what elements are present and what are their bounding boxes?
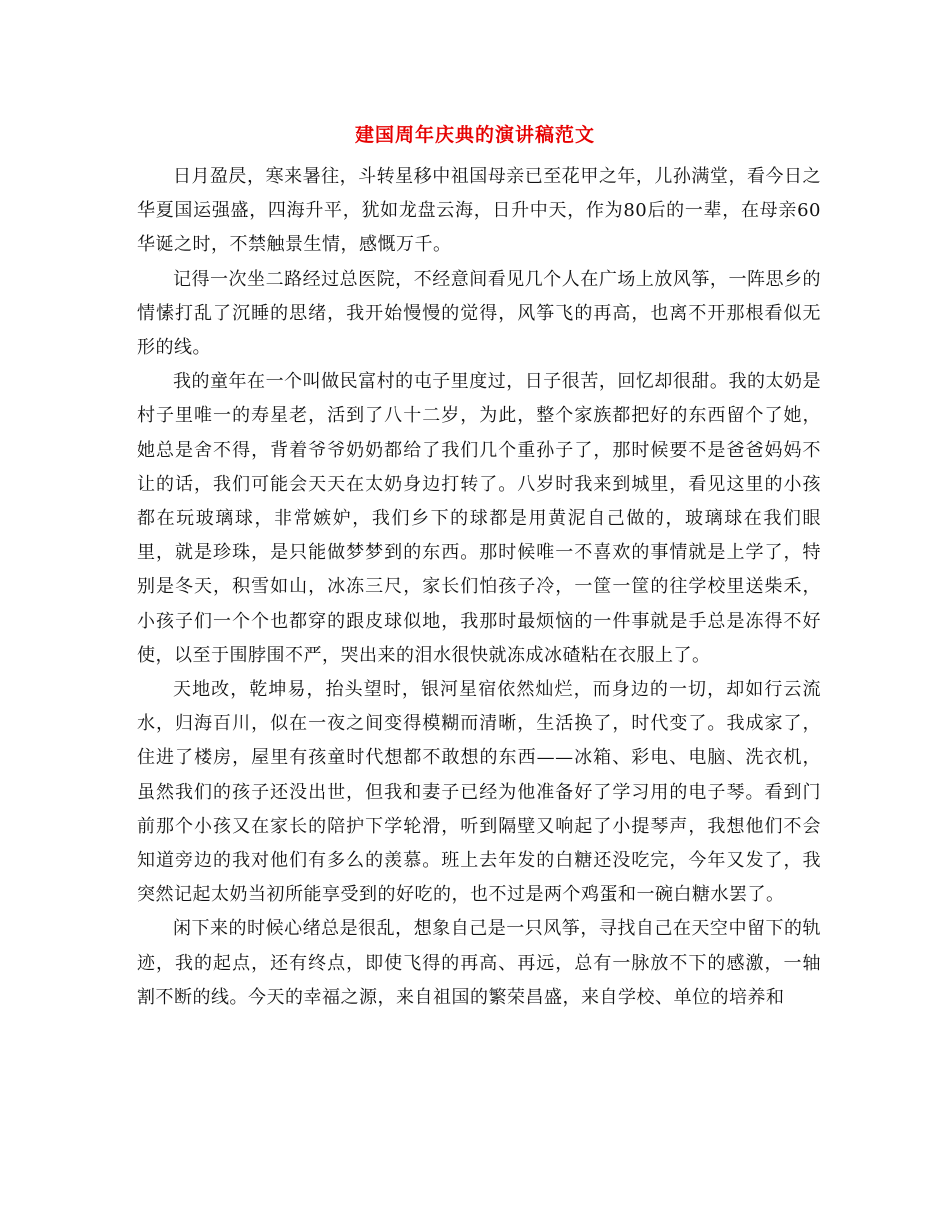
document-title: 建国周年庆典的演讲稿范文 <box>354 124 595 146</box>
paragraph-5: 闲下来的时候心绪总是很乱，想象自己是一只风筝，寻找自己在天空中留下的轨迹，我的起点，还有终点，即使飞得的再高、再远，总有一脉放不下的感激，一轴割不断的线。今天的幸福之源，来自祖国的繁荣昌盛，来自学校、单位的培养和 <box>137 918 821 1008</box>
paragraph-1: 日月盈昃，寒来暑往，斗转星移中祖国母亲已至花甲之年，儿孙满堂，看今日之华夏国运强盛，四海升平，犹如龙盘云海，日升中天，作为80后的一辈，在母亲60华诞之时，不禁触景生情，感慨万千。 <box>137 166 821 256</box>
paragraph-2: 记得一次坐二路经过总医院，不经意间看见几个人在广场上放风筝，一阵思乡的情愫打乱了沉睡的思绪，我开始慢慢的觉得，风筝飞的再高，也离不开那根看似无形的线。 <box>137 268 821 359</box>
document-body <box>137 160 821 1015</box>
paragraph-4: 天地改，乾坤易，抬头望时，银河星宿依然灿烂，而身边的一切，却如行云流水，归海百川，似在一夜之间变得模糊而清晰，生活换了，时代变了。我成家了，住进了楼房，屋里有孩童时代想都不敢想的东西——冰箱、彩电、电脑、洗衣机，虽然我们的孩子还没出世，但我和妻子已经为他准备好了学习用的电子琴。看到门前那个小孩又在家长的陪护下学轮滑，听到隔壁又响起了小提琴声，我想他们不会知道旁边的我对他们有多么的羡慕。班上去年发的白糖还没吃完，今年又发了，我突然记起太奶当初所能享受到的好吃的，也不过是两个鸡蛋和一碗白糖水罢了。 <box>137 679 821 906</box>
paragraph-3: 我的童年在一个叫做民富村的屯子里度过，日子很苦，回忆却很甜。我的太奶是村子里唯一的寿星老，活到了八十二岁，为此，整个家族都把好的东西留个了她，她总是舍不得，背着爷爷奶奶都给了我们几个重孙子了，那时候要不是爸爸妈妈不让的话，我们可能会天天在太奶身边打转了。八岁时我来到城里，看见这里的小孩都在玩玻璃球，非常嫉妒，我们乡下的球都是用黄泥自己做的，玻璃球在我们眼里，就是珍珠，是只能做梦梦到的东西。那时候唯一不喜欢的事情就是上学了，特别是冬天，积雪如山，冰冻三尺，家长们怕孩子冷，一筐一筐的往学校里送柴禾，小孩子们一个个也都穿的跟皮球似地，我那时最烦恼的一件事就是手总是冻得不好使，以至于围脖围不严，哭出来的泪水很快就冻成冰碴粘在衣服上了。 <box>137 371 821 666</box>
